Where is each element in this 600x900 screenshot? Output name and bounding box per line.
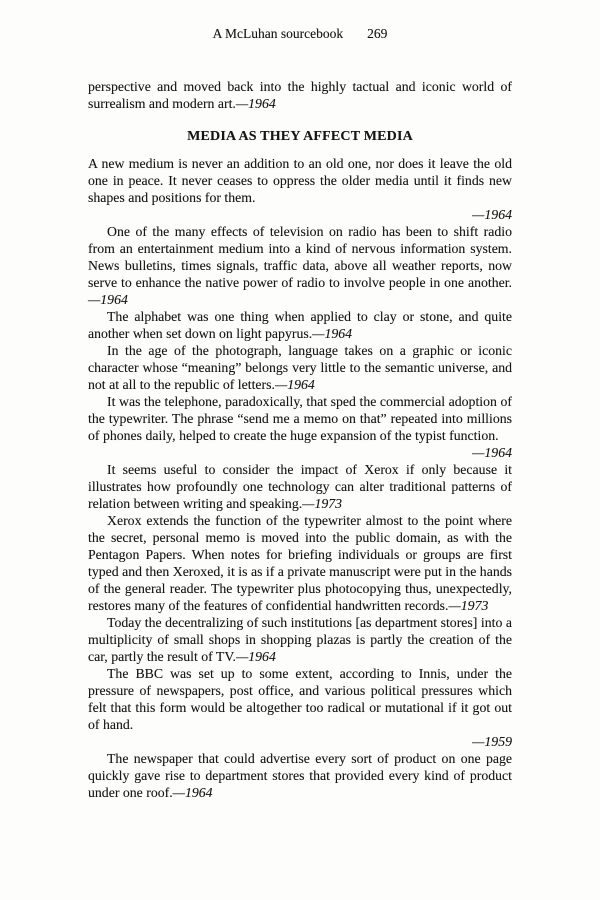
- paragraph: The newspaper that could advertise every sort of product on one page quickly gave rise to department stores that provided every kind of product under one roof.—1964: [88, 751, 512, 800]
- attribution-line: [88, 444, 512, 461]
- attribution-date: —1973: [448, 598, 489, 613]
- attribution-date: —1964: [274, 377, 315, 392]
- attribution-line: [88, 206, 512, 223]
- running-header: [88, 26, 512, 42]
- paragraph: It seems useful to consider the impact of Xerox if only because it illustrates how profoundly one technology can alter traditional patterns of relation between writing and speaking.—1973: [88, 462, 512, 511]
- paragraph: In the age of the photograph, language takes on a graphic or iconic character whose “meaning” belongs very little to the semantic universe, and not at all to the republic of letters.—1964: [88, 343, 512, 392]
- attribution-date: —1964: [172, 785, 213, 800]
- paragraph: The BBC was set up to some extent, according to Innis, under the pressure of newspapers, post office, and various political pressures which felt that this form would be altogether too radical or mutational if it got out of hand.: [88, 666, 512, 732]
- paragraph: It was the telephone, paradoxically, that sped the commercial adoption of the typewriter. The phrase “send me a memo on that” repeated into millions of phones daily, helped to create the huge expansion of the typist function.: [88, 394, 512, 443]
- paragraph: Today the decentralizing of such institutions [as department stores] into a multiplicity of small shops in shopping plazas is partly the creation of the car, partly the result of TV.—1964: [88, 615, 512, 664]
- paragraph: A new medium is never an addition to an old one, nor does it leave the old one in peace. It never ceases to oppress the older media until it finds new shapes and positions for them.: [88, 156, 512, 205]
- attribution-date: —1973: [302, 496, 343, 511]
- paragraph: The alphabet was one thing when applied to clay or stone, and quite another when set down on light papyrus.—1964: [88, 309, 512, 341]
- page-number: 269: [367, 26, 388, 41]
- paragraph: Xerox extends the function of the typewriter almost to the point where the secret, personal memo is moved into the public domain, as with the Pentagon Papers. When notes for briefing individuals or groups are first typed and then Xeroxed, it is as if a private manuscript were put in the hands of the general reader. The typewriter plus photocopying thus, unexpectedly, restores many of the features of confidential handwritten records.—1973: [88, 513, 512, 613]
- attribution-date: —1964: [472, 445, 512, 460]
- attribution-date: —1964: [235, 649, 276, 664]
- paragraph: One of the many effects of television on radio has been to shift radio from an entertainment medium into a kind of nervous information system. News bulletins, times signals, traffic data, above all weather reports, now serve to enhance the native power of radio to involve people in one another.—1964: [88, 224, 512, 307]
- attribution-date: —1964: [472, 207, 512, 222]
- attribution-line: [88, 733, 512, 750]
- attribution-date: —1964: [312, 326, 353, 341]
- attribution-date: —1964: [235, 96, 276, 111]
- section-heading: MEDIA AS THEY AFFECT MEDIA: [187, 129, 413, 144]
- paragraph: perspective and moved back into the highly tactual and iconic world of surrealism and modern art.—1964: [88, 79, 512, 111]
- attribution-date: —1959: [472, 734, 512, 749]
- page-content: [88, 78, 512, 801]
- attribution-date: —1964: [88, 292, 128, 307]
- header-title: A McLuhan sourcebook: [212, 26, 344, 41]
